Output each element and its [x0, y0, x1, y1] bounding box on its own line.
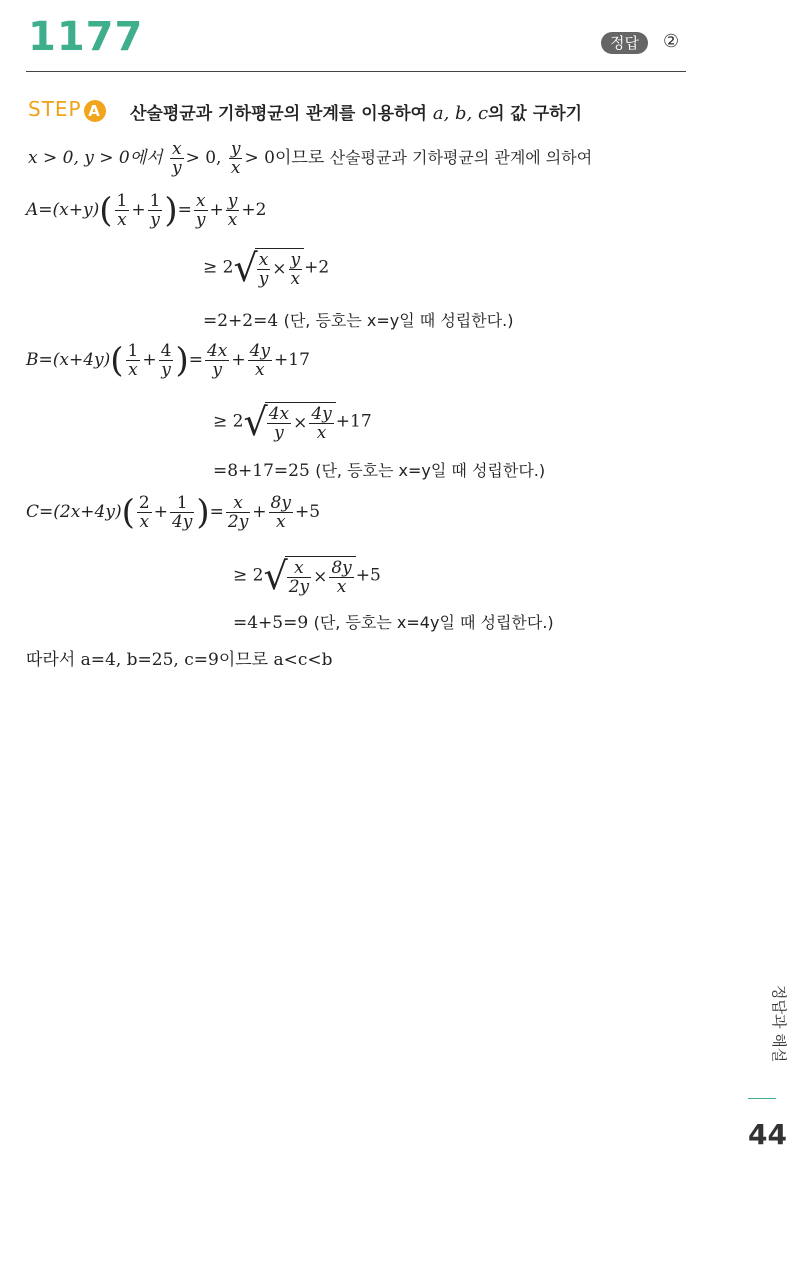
right-paren: ) [164, 190, 178, 231]
equality-note: (단, 등호는 x=4y일 때 성립한다.) [313, 613, 554, 632]
step-title-prefix: 산술평균과 기하평균의 관계를 이용하여 [130, 104, 433, 124]
eq-a-line-1 [26, 192, 266, 229]
frac [289, 251, 303, 288]
frac [257, 251, 271, 288]
right-paren: ) [196, 492, 210, 533]
frac-num: 4y [249, 341, 271, 361]
frac-num: x [171, 139, 182, 159]
answer-badge: 정답 [601, 32, 648, 54]
sqrt-radicand [285, 556, 356, 596]
frac-den: x [329, 577, 353, 596]
eq-a-result: =2+2=4 [203, 311, 279, 331]
step-title-suffix: 의 값 구하기 [488, 104, 583, 124]
frac-num: 4x [206, 341, 228, 361]
frac-den: y [267, 423, 291, 442]
plus-sign: + [231, 350, 246, 370]
frac-den: x [248, 360, 272, 379]
frac-den: y [148, 210, 163, 229]
times-sign: × [293, 413, 308, 433]
frac-den: y [159, 360, 174, 379]
step-title [130, 99, 582, 124]
left-paren: ( [110, 340, 124, 381]
sqrt-sign: √ [263, 554, 288, 598]
plus-sign: + [209, 200, 224, 220]
frac [205, 342, 229, 379]
frac [248, 342, 272, 379]
equality-note: (단, 등호는 x=y일 때 성립한다.) [315, 461, 546, 480]
frac [137, 494, 152, 531]
header-divider [26, 71, 686, 72]
step-label [28, 97, 106, 122]
frac-den: x [226, 210, 240, 229]
frac-num: 1 [149, 191, 161, 211]
constant-term: +5 [294, 502, 321, 522]
frac-den: y [258, 269, 269, 289]
plus-sign: + [153, 502, 168, 522]
eq-c-line-1 [26, 494, 320, 531]
intro-line [28, 140, 592, 177]
sqrt-sign: √ [233, 246, 258, 290]
page-number: 44 [748, 1118, 787, 1151]
constant-term: +2 [304, 257, 330, 278]
frac [126, 342, 141, 379]
frac-num: 2 [138, 493, 150, 513]
intro-text: 산술평균과 기하평균의 관계에 의하여 [329, 148, 593, 167]
constant-term: +17 [274, 350, 310, 370]
frac-num: y [227, 191, 238, 211]
frac-den: x [269, 512, 293, 531]
eq-c-result: =4+5=9 [233, 613, 309, 633]
frac-num: 8y [270, 493, 291, 513]
step-text: STEP [28, 97, 82, 121]
frac-num: 1 [176, 493, 188, 513]
eq-b-lhs: B=(x+4y) [26, 350, 111, 370]
left-paren: ( [99, 190, 113, 231]
side-divider [748, 1098, 776, 1099]
constant-term: +2 [241, 200, 267, 220]
times-sign: × [272, 259, 287, 279]
eq-c-line-2 [233, 554, 381, 598]
sqrt-radicand [255, 248, 304, 288]
geq-two: ≥ 2 [233, 565, 264, 586]
frac-num: 4x [268, 404, 290, 424]
frac [194, 192, 208, 229]
intro-frac-x-over-y [170, 140, 184, 177]
frac-den: x [137, 512, 152, 531]
intro-frac-y-over-x [229, 140, 243, 177]
frac [226, 494, 250, 531]
frac-num: y [230, 139, 241, 159]
geq-two: ≥ 2 [203, 257, 234, 278]
eq-c-lhs: C=(2x+4y) [26, 502, 122, 522]
problem-number: 1177 [28, 14, 144, 60]
frac [329, 559, 353, 596]
frac [287, 559, 311, 596]
frac-num: 4 [160, 341, 172, 361]
frac-num: x [258, 250, 269, 270]
eq-b-line-3 [213, 458, 545, 481]
frac [170, 494, 194, 531]
frac-den: y [171, 158, 182, 178]
frac-num: 1 [127, 341, 139, 361]
frac-num: 8y [331, 558, 352, 578]
frac-den: x [115, 210, 130, 229]
plus-sign: + [142, 350, 157, 370]
step-title-vars: a, b, c [432, 103, 489, 124]
sqrt-sign: √ [243, 400, 268, 444]
frac-den: 2y [288, 577, 310, 597]
sqrt-radicand [265, 402, 336, 442]
side-section-label [760, 985, 788, 1083]
frac [309, 405, 333, 442]
frac-num: x [233, 493, 243, 513]
frac [115, 192, 130, 229]
intro-condition: x > 0, y > 0에서 [28, 148, 168, 168]
equals-sign: = [209, 502, 224, 522]
geq-two: ≥ 2 [213, 411, 244, 432]
frac [269, 494, 293, 531]
plus-sign: + [131, 200, 146, 220]
conclusion-line: 따라서 a=4, b=25, c=9이므로 a<c<b [26, 650, 333, 670]
eq-c-line-3 [233, 610, 554, 633]
answer-value: ② [663, 31, 680, 52]
equality-note: (단, 등호는 x=y일 때 성립한다.) [283, 311, 514, 330]
frac-den: 4y [171, 512, 193, 532]
right-paren: ) [175, 340, 189, 381]
frac [148, 192, 163, 229]
frac [267, 405, 291, 442]
eq-b-line-2 [213, 400, 372, 444]
frac [159, 342, 174, 379]
frac-den: x [289, 269, 303, 288]
frac-num: 1 [116, 191, 128, 211]
intro-gt-1: > 0, [185, 148, 227, 168]
frac-den: y [205, 360, 229, 379]
frac-num: 4y [311, 404, 332, 424]
intro-gt-2: > 0이므로 [244, 148, 330, 168]
constant-term: +17 [335, 411, 372, 432]
frac-den: 2y [227, 512, 249, 532]
eq-b-line-1 [26, 342, 310, 379]
side-section-text: 정답과 해설 [770, 985, 788, 1063]
times-sign: × [313, 567, 328, 587]
eq-a-line-2 [203, 246, 329, 290]
constant-term: +5 [355, 565, 381, 586]
frac-den: x [229, 158, 243, 177]
frac-num: x [195, 191, 206, 211]
eq-b-result: =8+17=25 [213, 461, 310, 481]
step-letter-badge: A [84, 100, 106, 122]
equals-sign: = [177, 200, 192, 220]
equals-sign: = [188, 350, 203, 370]
frac-num: x [294, 558, 304, 578]
plus-sign: + [252, 502, 267, 522]
frac-den: x [126, 360, 141, 379]
eq-a-line-3 [203, 308, 514, 331]
frac-den: y [195, 210, 206, 230]
frac [226, 192, 240, 229]
eq-a-lhs: A=(x+y) [26, 200, 100, 220]
frac-den: x [309, 423, 333, 442]
left-paren: ( [121, 492, 135, 533]
frac-num: y [290, 250, 301, 270]
